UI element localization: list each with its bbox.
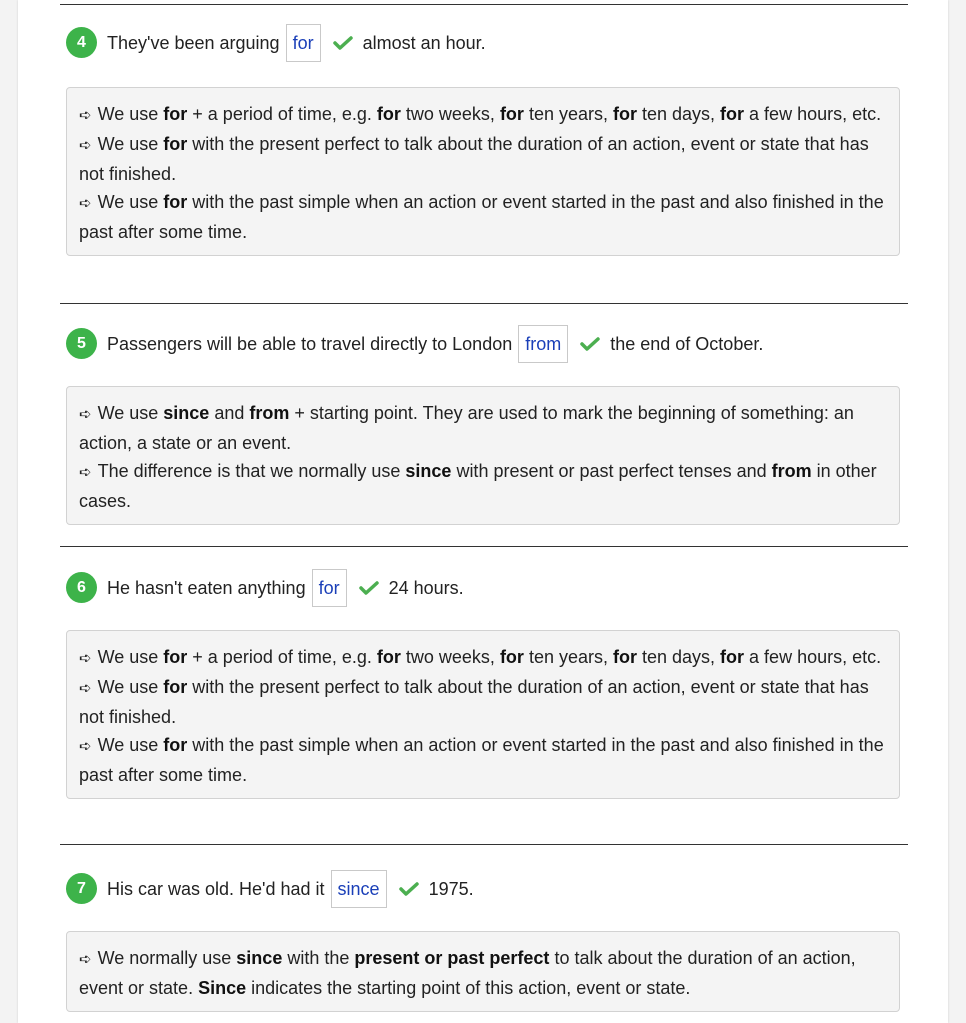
explanation-text: with the past simple when an action or event started in the past and also finished in the past after some time. <box>79 192 884 242</box>
question-4 <box>60 4 908 256</box>
question-number-badge: 7 <box>66 873 97 904</box>
explanation-text: We use <box>97 134 164 154</box>
divider <box>60 4 908 5</box>
explanation-line <box>79 643 887 673</box>
explanation-text: a few hours, etc. <box>744 647 882 667</box>
explanation-box <box>66 931 900 1012</box>
explanation-line <box>79 188 887 246</box>
keyword: for <box>163 677 188 697</box>
explanation-text: We use <box>97 735 164 755</box>
answer-field[interactable]: from <box>518 325 568 363</box>
sentence-after: almost an hour. <box>362 32 486 53</box>
arrow-right-icon: ➪ <box>79 650 92 667</box>
arrow-right-icon: ➪ <box>79 464 92 481</box>
keyword: for <box>163 735 188 755</box>
explanation-text: two weeks, <box>400 104 500 124</box>
explanation-line <box>79 100 887 130</box>
question-number-badge: 5 <box>66 328 97 359</box>
keyword: for <box>720 647 745 667</box>
question-7 <box>60 844 908 1012</box>
explanation-text: ten years, <box>523 104 613 124</box>
keyword: from <box>771 461 812 481</box>
sentence-before: His car was old. He'd had it <box>107 878 325 899</box>
keyword: for <box>376 104 401 124</box>
keyword: for <box>612 647 637 667</box>
divider <box>60 844 908 845</box>
explanation-text: + a period of time, e.g. <box>187 647 377 667</box>
explanation-line <box>79 457 887 515</box>
check-icon <box>333 35 353 51</box>
keyword: since <box>236 948 283 968</box>
question-6 <box>60 546 908 799</box>
explanation-box <box>66 87 900 256</box>
keyword: for <box>499 647 524 667</box>
explanation-text: + starting point. They are used to mark the beginning of something: an action, a state or an event. <box>79 403 854 453</box>
explanation-text: two weeks, <box>400 647 500 667</box>
explanation-text: indicates the starting point of this action, event or state. <box>246 978 691 998</box>
sentence-after: 1975. <box>428 878 474 899</box>
explanation-text: We use <box>97 104 164 124</box>
explanation-text: with the present perfect to talk about the duration of an action, event or state that has not finished. <box>79 677 869 727</box>
explanation-line <box>79 944 887 1002</box>
keyword: for <box>163 104 188 124</box>
explanation-text: We use <box>97 647 164 667</box>
arrow-right-icon: ➪ <box>79 195 92 212</box>
question-number-badge: 6 <box>66 572 97 603</box>
answer-field[interactable]: for <box>286 24 321 62</box>
keyword: since <box>405 461 452 481</box>
explanation-box <box>66 630 900 799</box>
explanation-text: ten days, <box>636 104 721 124</box>
arrow-right-icon: ➪ <box>79 680 92 697</box>
explanation-line <box>79 130 887 188</box>
keyword: for <box>499 104 524 124</box>
explanation-text: with present or past perfect tenses and <box>451 461 772 481</box>
explanation-text: We normally use <box>97 948 237 968</box>
question-line <box>60 324 908 364</box>
exercise-page <box>18 0 948 1023</box>
question-line <box>60 568 908 608</box>
sentence-before: Passengers will be able to travel directly to London <box>107 333 513 354</box>
keyword: for <box>612 104 637 124</box>
explanation-text: We use <box>97 677 164 697</box>
sentence-after: the end of October. <box>610 333 764 354</box>
explanation-text: The difference is that we normally use <box>97 461 406 481</box>
arrow-right-icon: ➪ <box>79 738 92 755</box>
keyword: present or past perfect <box>354 948 550 968</box>
keyword: for <box>163 134 188 154</box>
keyword: since <box>163 403 210 423</box>
answer-field[interactable]: for <box>312 569 347 607</box>
explanation-text: ten days, <box>636 647 721 667</box>
sentence-after: 24 hours. <box>388 577 464 598</box>
explanation-text: to talk about the duration of an action, event or state. <box>79 948 856 998</box>
explanation-line <box>79 673 887 731</box>
explanation-text: We use <box>97 403 164 423</box>
arrow-right-icon: ➪ <box>79 107 92 124</box>
explanation-line <box>79 399 887 457</box>
explanation-text: with the <box>282 948 355 968</box>
check-icon <box>359 580 379 596</box>
question-5 <box>60 303 908 525</box>
explanation-text: and <box>209 403 250 423</box>
keyword: Since <box>198 978 247 998</box>
explanation-text: a few hours, etc. <box>744 104 882 124</box>
check-icon <box>580 336 600 352</box>
keyword: for <box>163 647 188 667</box>
explanation-text: with the past simple when an action or event started in the past and also finished in the past after some time. <box>79 735 884 785</box>
arrow-right-icon: ➪ <box>79 406 92 423</box>
sentence-before: They've been arguing <box>107 32 280 53</box>
question-number-badge: 4 <box>66 27 97 58</box>
explanation-text: ten years, <box>523 647 613 667</box>
explanation-line <box>79 731 887 789</box>
divider <box>60 303 908 304</box>
explanation-box <box>66 386 900 525</box>
arrow-right-icon: ➪ <box>79 137 92 154</box>
question-line <box>60 869 908 909</box>
sentence-before: He hasn't eaten anything <box>107 577 306 598</box>
check-icon <box>399 881 419 897</box>
question-line <box>60 23 908 63</box>
explanation-text: We use <box>97 192 164 212</box>
arrow-right-icon: ➪ <box>79 951 92 968</box>
answer-field[interactable]: since <box>331 870 387 908</box>
explanation-text: in other cases. <box>79 461 877 511</box>
keyword: for <box>720 104 745 124</box>
divider <box>60 546 908 547</box>
keyword: for <box>376 647 401 667</box>
keyword: from <box>249 403 290 423</box>
explanation-text: with the present perfect to talk about the duration of an action, event or state that has not finished. <box>79 134 869 184</box>
explanation-text: + a period of time, e.g. <box>187 104 377 124</box>
keyword: for <box>163 192 188 212</box>
